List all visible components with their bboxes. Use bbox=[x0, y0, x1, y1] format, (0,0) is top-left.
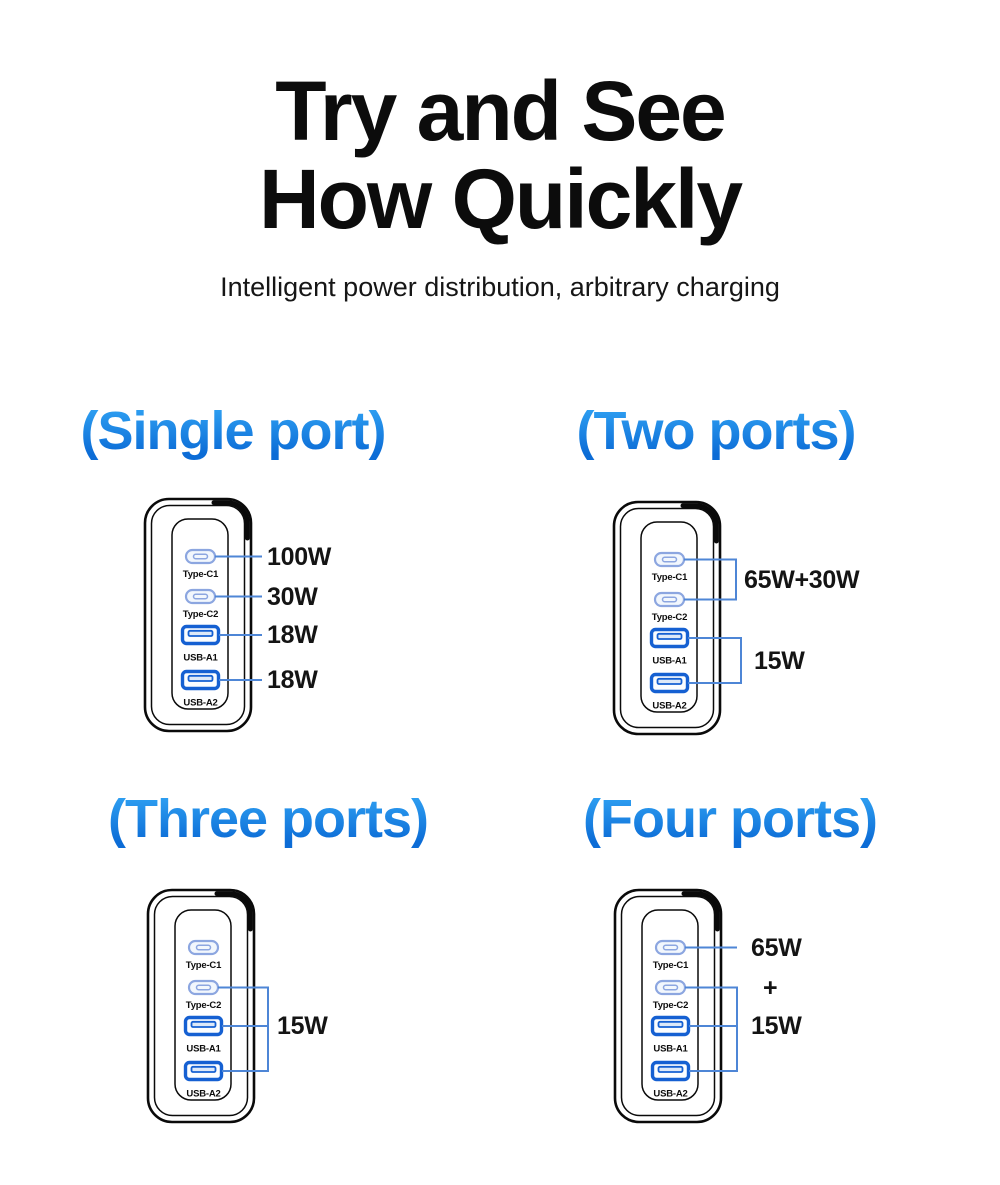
type-c1-port-shape bbox=[655, 553, 684, 566]
watt-label-four-c1: 65W bbox=[751, 933, 802, 962]
usb-a1-port-bar bbox=[658, 634, 682, 639]
usb-a2-port-icon bbox=[186, 1063, 222, 1100]
hero-section bbox=[0, 64, 1000, 303]
charger-illustration-two bbox=[612, 500, 722, 736]
watt-label-two-typec-group: 65W+30W bbox=[744, 565, 860, 594]
usb-a1-port-icon bbox=[186, 1018, 222, 1055]
usb-a1-port-icon bbox=[653, 1018, 689, 1055]
type-c2-port-label: Type-C2 bbox=[182, 609, 219, 620]
type-c1-port-label: Type-C1 bbox=[185, 960, 222, 971]
heading-four-ports: (Four ports) bbox=[530, 790, 930, 848]
type-c1-port-shape bbox=[186, 550, 215, 563]
type-c1-port-label: Type-C1 bbox=[182, 569, 219, 580]
usb-a2-port-bar bbox=[659, 1067, 683, 1072]
watt-label-single-a1: 18W bbox=[267, 621, 318, 649]
usb-a1-port-bar bbox=[189, 631, 213, 636]
usb-a1-port-label: USB-A1 bbox=[183, 652, 218, 664]
charger-illustration-three bbox=[146, 888, 256, 1124]
usb-a2-port-label: USB-A2 bbox=[183, 697, 218, 709]
type-c1-port-label: Type-C1 bbox=[652, 960, 689, 971]
charger-illustration-single bbox=[143, 497, 253, 733]
usb-a2-port-label: USB-A2 bbox=[186, 1088, 221, 1100]
usb-a2-port-icon bbox=[183, 672, 219, 709]
type-c2-port-shape bbox=[189, 981, 218, 994]
usb-a2-port-bar bbox=[192, 1067, 216, 1072]
usb-a1-port-bar bbox=[659, 1022, 683, 1027]
usb-a2-port-bar bbox=[658, 679, 682, 684]
heading-three-ports: (Three ports) bbox=[68, 790, 468, 848]
watt-label-single-c2: 30W bbox=[267, 582, 318, 611]
watt-label-single-c1: 100W bbox=[267, 542, 332, 571]
type-c2-port-shape bbox=[656, 981, 685, 994]
usb-a1-port-icon bbox=[652, 630, 688, 667]
usb-a2-port-label: USB-A2 bbox=[652, 700, 687, 712]
type-c1-port-shape bbox=[656, 941, 685, 954]
heading-single-port: (Single port) bbox=[33, 402, 433, 460]
charger-illustration-four bbox=[613, 888, 723, 1124]
type-c1-port-shape bbox=[189, 941, 218, 954]
type-c2-port-shape bbox=[186, 590, 215, 603]
page-subtitle: Intelligent power distribution, arbitrary charging bbox=[220, 272, 780, 302]
usb-a2-port-label: USB-A2 bbox=[653, 1088, 688, 1100]
watt-label-two-usba-group: 15W bbox=[754, 646, 805, 675]
usb-a1-port-bar bbox=[192, 1022, 216, 1027]
usb-a2-port-bar bbox=[189, 676, 213, 681]
usb-a1-port-label: USB-A1 bbox=[186, 1043, 221, 1055]
type-c2-port-shape bbox=[655, 593, 684, 606]
heading-two-ports: (Two ports) bbox=[516, 402, 916, 460]
watt-label-three-group: 15W bbox=[277, 1012, 328, 1040]
page-title-line-2: How Quickly bbox=[258, 152, 742, 246]
usb-a1-port-label: USB-A1 bbox=[653, 1043, 688, 1055]
usb-a1-port-label: USB-A1 bbox=[652, 655, 687, 667]
page-title-line-1: Try and See bbox=[275, 64, 725, 158]
watt-label-four-group: 15W bbox=[751, 1012, 802, 1040]
watt-label-four-plus: + bbox=[763, 974, 778, 1002]
type-c2-port-label: Type-C2 bbox=[185, 1000, 222, 1011]
type-c2-port-label: Type-C2 bbox=[652, 1000, 689, 1011]
type-c1-port-label: Type-C1 bbox=[651, 572, 688, 583]
usb-a1-port-icon bbox=[183, 627, 219, 664]
usb-a2-port-icon bbox=[652, 675, 688, 712]
watt-label-single-a2: 18W bbox=[267, 666, 318, 694]
type-c2-port-label: Type-C2 bbox=[651, 612, 688, 623]
usb-a2-port-icon bbox=[653, 1063, 689, 1100]
